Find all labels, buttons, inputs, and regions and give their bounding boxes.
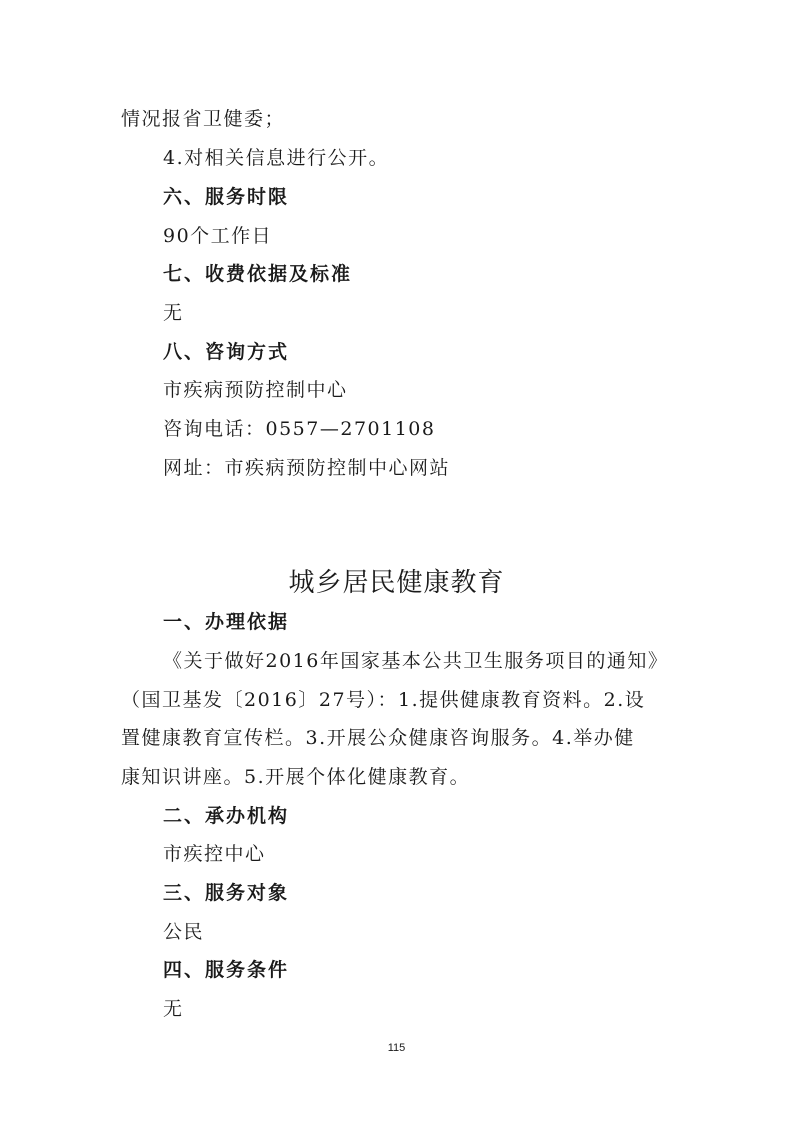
fees-value: 无 bbox=[163, 302, 184, 324]
conditions-value: 无 bbox=[163, 998, 184, 1020]
service-time-value: 90个工作日 bbox=[163, 225, 273, 247]
consult-org: 市疾病预防控制中心 bbox=[163, 379, 348, 401]
list-item: 4.对相关信息进行公开。 bbox=[163, 147, 390, 169]
basis-paragraph-line: 《关于做好2016年国家基本公共卫生服务项目的通知》 bbox=[163, 650, 669, 672]
consult-website: 网址：市疾病预防控制中心网站 bbox=[163, 457, 451, 479]
page-title: 城乡居民健康教育 bbox=[288, 568, 505, 598]
section-heading-agency: 二、承办机构 bbox=[163, 805, 290, 827]
section-heading-basis: 一、办理依据 bbox=[163, 611, 290, 633]
section-heading-service-time: 六、服务时限 bbox=[163, 186, 290, 208]
basis-paragraph-line: 置健康教育宣传栏。3.开展公众健康咨询服务。4.举办健 bbox=[121, 727, 635, 749]
page-number: 115 bbox=[387, 1042, 406, 1054]
basis-paragraph-line: （国卫基发〔2016〕27号）：1.提供健康教育资料。2.设 bbox=[121, 689, 646, 711]
continued-text: 情况报省卫健委； bbox=[121, 108, 286, 130]
consult-phone: 咨询电话：0557—2701108 bbox=[163, 418, 436, 440]
section-heading-consult: 八、咨询方式 bbox=[163, 341, 290, 363]
target-value: 公民 bbox=[163, 921, 205, 943]
section-heading-fees: 七、收费依据及标准 bbox=[163, 263, 353, 285]
agency-value: 市疾控中心 bbox=[163, 843, 266, 865]
section-heading-conditions: 四、服务条件 bbox=[163, 959, 290, 981]
basis-paragraph-line: 康知识讲座。5.开展个体化健康教育。 bbox=[121, 766, 471, 788]
section-heading-target: 三、服务对象 bbox=[163, 882, 290, 904]
